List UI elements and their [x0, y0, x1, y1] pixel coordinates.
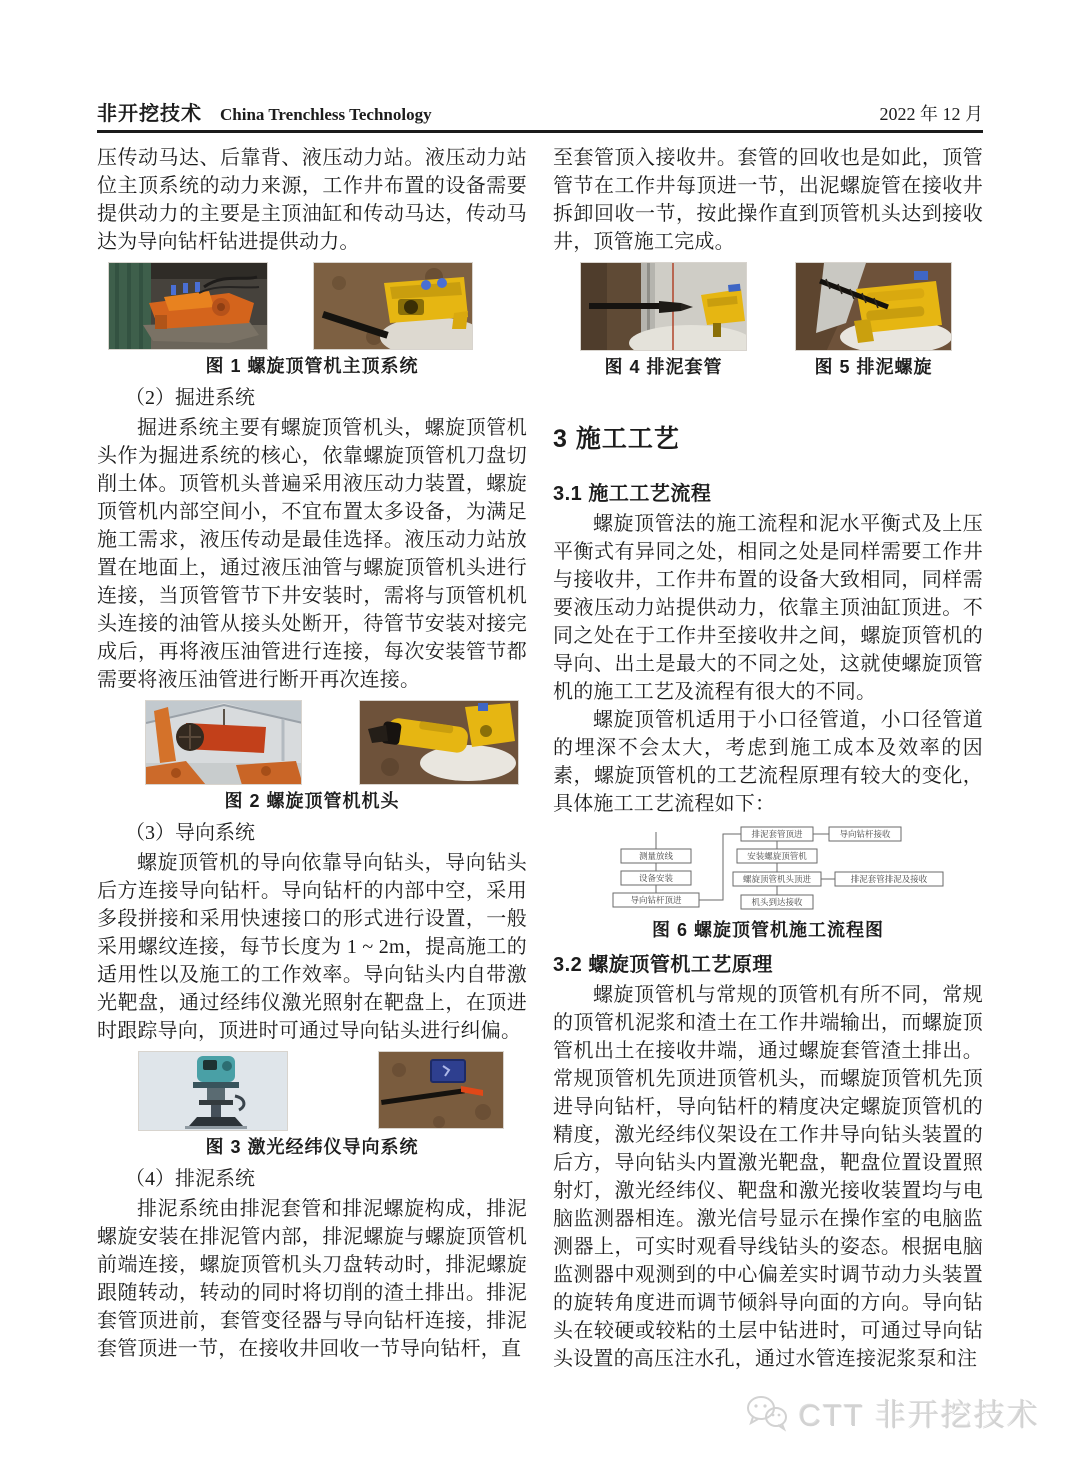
paragraph: 压传动马达、后靠背、液压动力站。液压动力站位主顶系统的动力来源，工作井布置的设备需要提供动力的主要是主顶油缸和传动马达，传动马达为导向钻杆钻进提供动力。 [97, 147, 527, 253]
figure2-caption: 图 2 螺旋顶管机机头 [224, 791, 400, 811]
paragraph: 螺旋顶管机适用于小口径管道，小口径管道的埋深不会太大，考虑到施工成本及效率的因素，螺旋顶管机的工艺流程原理有较大的变化，具体施工工艺流程如下： [553, 709, 983, 815]
flow-box-survey: 测量放线 [638, 851, 674, 861]
figure3-photo-theodolite [138, 1051, 288, 1131]
figure4-5-captions [553, 355, 983, 379]
yellow-head-render-image [360, 701, 519, 785]
figure-3 [97, 1051, 527, 1131]
journal-title-en: China Trenchless Technology [220, 105, 432, 124]
paragraph: 螺旋顶管法的施工流程和泥水平衡式及上压平衡式有异同之处，相同之处是同样需要工作井与接收井，工作井布置的设备大致相同，同样需要液压动力站提供动力，依靠主顶油缸顶进。不同之处在于工作井至接收井之间，螺旋顶管机的导向、出土是最大的不同之处，这就使螺旋顶管机的施工工艺及流程有很大的不同。 [553, 513, 983, 703]
paragraph: 排泥系统由排泥套管和排泥螺旋构成，排泥螺旋安装在排泥管内部，排泥螺旋与螺旋顶管机前端连接，螺旋顶管机头刀盘转动时，排泥螺旋跟随转动，转动的同时将切削的渣土排出。排泥套管顶进前，套管变径器与导向钻杆连接，排泥套管顶进一节，在接收井回收一节导向钻杆，直 [97, 1198, 527, 1360]
paragraph: 至套管顶入接收井。套管的回收也是如此，顶管管节在工作井每顶进一节，出泥螺旋管在接收井拆卸回收一节，按此操作直到顶管机头达到接收井，顶管施工完成。 [553, 147, 983, 253]
figure6-caption: 图 6 螺旋顶管机施工流程图 [651, 920, 884, 940]
flow-box-install-equip: 设备安装 [638, 873, 674, 883]
paragraph: 掘进系统主要有螺旋顶管机头，螺旋顶管机头作为掘进系统的核心，依靠螺旋顶管机刀盘切削土体。顶管机头普遍采用液压动力装置，螺旋顶管机内部空间小，不宜布置太多设备，为满足施工需求，液压传动是最佳选择。液压动力站放置在地面上，通过液压油管与螺旋顶管机头进行连接，当顶管管节下井安装时，需将与顶管机机头连接的油管从接头处断开，待管节安装对接完成后，再将液压油管进行连接，每次安装管节都需要将液压油管进行断开再次连接。 [97, 417, 527, 691]
watermark [745, 1390, 1040, 1435]
figure-6-flowchart [553, 824, 983, 918]
watermark-text: CTT 非开挖技术 [798, 1398, 1040, 1433]
workshop-cylinder-image [146, 701, 302, 785]
flow-box-casing-jack: 排泥套管顶进 [751, 829, 803, 839]
flow-box-head-jack: 螺旋顶管机头顶进 [742, 874, 812, 884]
journal-title-cn: 非开挖技术 [97, 103, 202, 125]
section-3-1-heading: 3.1 施工工艺流程 [553, 483, 712, 505]
mud-casing-render-image [581, 263, 747, 351]
section-4-title: （4）排泥系统 [125, 1168, 255, 1190]
flow-box-casing-mud-recv: 排泥套管排泥及接收 [850, 874, 928, 884]
flow-box-guide-rod-jack: 导向钻杆顶进 [630, 895, 682, 905]
figure1-photo-main-jack-right [313, 262, 473, 350]
figure2-photo-head-left [145, 700, 302, 785]
workshop-orange-rig-image [109, 263, 268, 350]
section-3-title: （3）导向系统 [125, 822, 255, 844]
figure4-photo-casing [580, 262, 747, 351]
figure-4-5 [553, 262, 983, 351]
left-column [97, 140, 527, 1363]
section-2-title: （2）掘进系统 [125, 387, 255, 409]
page-header [97, 97, 983, 126]
flow-box-guide-rod-recv: 导向钻杆接收 [839, 829, 891, 839]
wechat-icon [745, 1393, 789, 1433]
laser-theodolite-image [139, 1052, 288, 1131]
mud-auger-render-image [796, 263, 952, 351]
section-3-2-heading: 3.2 螺旋顶管机工艺原理 [553, 954, 773, 976]
figure3-photo-target [378, 1051, 504, 1129]
figure1-caption: 图 1 螺旋顶管机主顶系统 [205, 356, 419, 376]
figure2-photo-head-right [359, 700, 519, 785]
header-rule [97, 130, 983, 133]
process-flow-diagram [553, 824, 983, 918]
paragraph: 螺旋顶管机与常规的顶管机有所不同，常规的顶管机泥浆和渣土在工作井端输出，而螺旋顶管机出土在接收井端，通过螺旋套管渣土排出。常规顶管机先顶进顶管机头，而螺旋顶管机先顶进导向钻杆，导向钻杆的精度决定螺旋顶管机的精度，激光经纬仪架设在工作井导向钻头装置的后方，导向钻头内置激光靶盘，靶盘位置设置照射灯，激光经纬仪、靶盘和激光接收装置均与电脑监测器相连。激光信号显示在操作室的电脑监测器上，可实时观看导线钻头的姿态。根据电脑监测器中观测到的中心偏差实时调节动力头装置的旋转角度进而调节倾斜导向面的方向。导向钻头在较硬或较粘的土层中钻进时，可通过导向钻头设置的高压注水孔，通过水管连接泥浆泵和注 [553, 984, 983, 1370]
right-column [553, 140, 983, 1373]
section-3-heading: 3 施工工艺 [553, 425, 680, 453]
laser-target-image [379, 1052, 504, 1129]
figure1-photo-main-jack-left [108, 262, 268, 350]
paragraph: 螺旋顶管机的导向依靠导向钻头，导向钻头后方连接导向钻杆。导向钻杆的内部中空，采用多段拼接和采用快速接口的形式进行设置，一般采用螺纹连接，每节长度为 1 ~ 2m，提高施工的适用性以及施工的工作效率。导向钻头内自带激光靶盘，通过经纬仪激光照射在靶盘上，在顶进时跟踪导向，顶进时可通过导向钻头进行纠偏。 [97, 852, 527, 1042]
figure5-photo-auger [795, 262, 952, 351]
figure4-caption: 图 4 排泥套管 [604, 357, 723, 377]
figure-1 [97, 262, 527, 350]
figure5-caption: 图 5 排泥螺旋 [814, 357, 933, 377]
journal-title-group [97, 97, 432, 126]
flow-box-install-machine: 安装螺旋顶管机 [747, 851, 807, 861]
yellow-jack-render-image [314, 263, 473, 350]
figure3-caption: 图 3 激光经纬仪导向系统 [205, 1137, 419, 1157]
figure-2 [97, 700, 527, 785]
flow-box-head-arrive: 机头到达接收 [751, 897, 803, 907]
issue-date: 2022 年 12 月 [879, 104, 983, 124]
